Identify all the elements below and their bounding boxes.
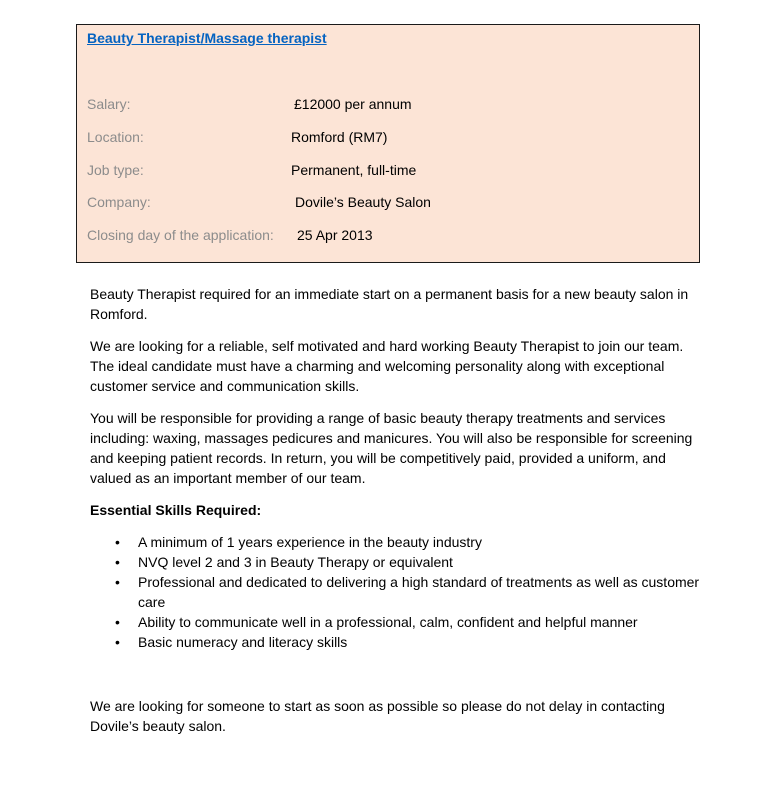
intro-paragraph: Beauty Therapist required for an immediate start on a permanent basis for a new beauty salon in Romford. (90, 286, 689, 322)
company-row (87, 192, 687, 212)
salary-value: £12000 per annum (294, 96, 412, 112)
bullet-icon: • (115, 554, 120, 570)
job-type-label: Job type: (87, 162, 144, 178)
skills-list (90, 532, 700, 652)
bullet-icon: • (115, 534, 120, 550)
responsibilities-paragraph: You will be responsible for providing a range of basic beauty therapy treatments and services including: waxing, massages pedicures and manicures. You will also be responsible for screening and keeping patient records. In return, you will be competitively paid, provided a uniform, and valued as an important member of our team. (90, 410, 693, 486)
company-label: Company: (87, 194, 151, 210)
skills-heading: Essential Skills Required: (90, 502, 262, 518)
skill-text: Basic numeracy and literacy skills (138, 634, 348, 650)
company-value: Dovile’s Beauty Salon (295, 194, 431, 210)
list-item (90, 572, 700, 612)
list-item (90, 552, 700, 572)
closing-paragraph: We are looking for someone to start as soon as possible so please do not delay in contacting Dovile’s beauty salon. (90, 698, 665, 734)
salary-label: Salary: (87, 96, 131, 112)
list-item (90, 612, 700, 632)
closing-day-label: Closing day of the application: (87, 227, 274, 243)
skill-text: Ability to communicate well in a professional, calm, confident and helpful manner (138, 614, 638, 630)
looking-for-paragraph: We are looking for a reliable, self motivated and hard working Beauty Therapist to join our team. The ideal candidate must have a charming and welcoming personality along with exceptional customer service and communication skills. (90, 338, 684, 394)
closing-day-row (87, 225, 687, 245)
list-item (90, 632, 700, 652)
location-row (87, 127, 687, 147)
job-type-row (87, 160, 687, 180)
job-title-link[interactable]: Beauty Therapist/Massage therapist (87, 30, 327, 46)
closing-day-value: 25 Apr 2013 (297, 227, 373, 243)
bullet-icon: • (115, 574, 120, 590)
job-type-value: Permanent, full-time (291, 162, 417, 178)
salary-row (87, 94, 687, 114)
bullet-icon: • (115, 614, 120, 630)
location-label: Location: (87, 129, 144, 145)
list-item (90, 532, 700, 552)
job-summary-box (76, 24, 700, 263)
skill-text: Professional and dedicated to delivering a high standard of treatments as well as customer care (138, 574, 700, 610)
location-value: Romford (RM7) (291, 129, 388, 145)
skill-text: A minimum of 1 years experience in the beauty industry (138, 534, 482, 550)
job-description (90, 284, 700, 748)
bullet-icon: • (115, 634, 120, 650)
skill-text: NVQ level 2 and 3 in Beauty Therapy or equivalent (138, 554, 453, 570)
